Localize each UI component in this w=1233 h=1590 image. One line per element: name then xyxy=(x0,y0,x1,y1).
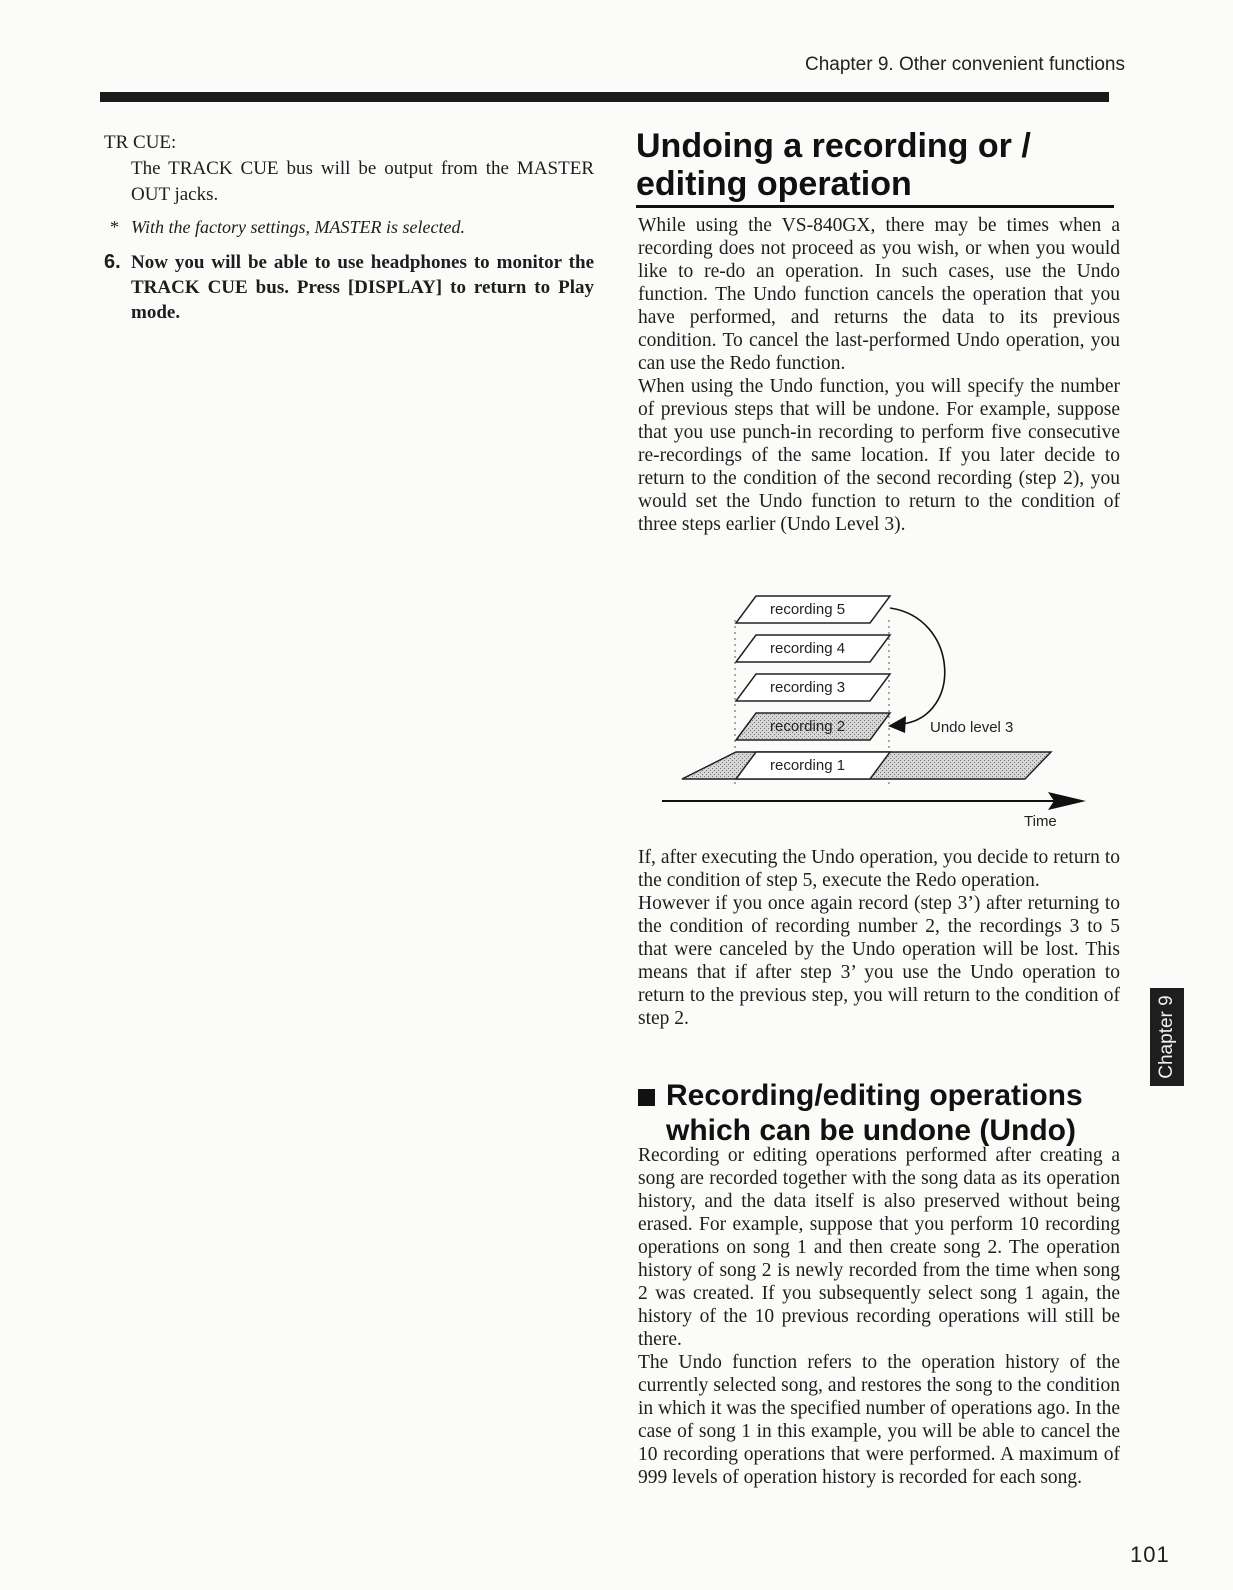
factory-settings-note xyxy=(104,214,594,240)
undo-followup-text xyxy=(638,846,1120,1030)
recording-3-label: recording 3 xyxy=(770,679,846,696)
recording-5-label: recording 5 xyxy=(770,601,846,618)
recording-1-label: recording 1 xyxy=(770,757,846,774)
undo-paragraph-2: When using the Undo function, you will specify the number of previous steps that will be undone. For example, suppose that you use punch-in recording to perform five consecutive re-recordings of the same location. If you later decide to return to the condition of the second recording (step 2), you would set the Undo function to return to the condition of three steps earlier (Undo Level 3). xyxy=(638,376,1120,535)
undo-level-diagram xyxy=(658,590,1098,840)
section-2-paragraph-1: Recording or editing operations performed after creating a song are recorded together with the song data as its operation history, and the data itself is also preserved without being erased. For example, suppose that you perform 10 recording operations on song 1 and then create song 2. The operation history of song 2 is newly recorded from the time when song 2 was created. If you subsequently select song 1 again, the history of the 10 previous recording operations will still be there. xyxy=(638,1145,1120,1350)
undo-paragraph-3: If, after executing the Undo operation, you decide to return to the condition of step 5, execute the Redo operation. xyxy=(638,847,1120,891)
undo-paragraph-1: While using the VS-840GX, there may be times when a recording does not proceed as you wish, or when you would like to re-do an operation. In such cases, use the Undo function. The Undo function cancels the operation that you have performed, and returns the data to its previous condition. To cancel the last-performed Undo operation, you can use the Redo function. xyxy=(638,215,1120,374)
section-heading-block xyxy=(638,1078,1118,1148)
undo-level-label: Undo level 3 xyxy=(930,719,1014,736)
undo-arrowhead xyxy=(888,716,906,733)
chapter-side-tab-label: Chapter 9 xyxy=(1156,995,1177,1079)
section-heading: Recording/editing operations which can be undone (Undo) xyxy=(638,1078,1118,1148)
step-number: 6. xyxy=(104,251,121,273)
tr-cue-label: TR CUE: xyxy=(104,132,177,153)
section-2-text xyxy=(638,1144,1120,1489)
step-text: Now you will be able to use headphones to monitor the TRACK CUE bus. Press [DISPLAY] to return to Play mode. xyxy=(131,252,594,323)
main-heading: Undoing a recording or / editing operation xyxy=(636,127,1031,203)
main-heading-block xyxy=(636,127,1116,203)
section-2-paragraph-2: The Undo function refers to the operation history of the currently selected song, and restores the song to the condition in which it was the specified number of operations ago. In the case of song 1 in this example, you will be able to cancel the 10 recording operations that were performed. A maximum of 999 levels of operation history is recorded for each song. xyxy=(638,1352,1120,1488)
header-rule xyxy=(100,92,1109,102)
recording-4-label: recording 4 xyxy=(770,640,846,657)
page-number: 101 xyxy=(1130,1542,1170,1567)
note-asterisk: * xyxy=(110,217,119,237)
section-square-icon xyxy=(638,1089,655,1106)
left-column xyxy=(104,130,594,325)
heading-rule xyxy=(636,205,1114,208)
undo-intro-text xyxy=(638,214,1120,536)
tr-cue-description: The TRACK CUE bus will be output from the MASTER OUT jacks. xyxy=(131,158,594,205)
note-text: With the factory settings, MASTER is selected. xyxy=(131,217,465,237)
chapter-side-tab xyxy=(1150,988,1184,1086)
undo-paragraph-4: However if you once again record (step 3’) after returning to the condition of recording number 2, the recordings 3 to 5 that were canceled by the Undo operation will be lost. This means that if after step 3’ you use the Undo operation to return to the previous step, you will return to the condition of step 2. xyxy=(638,893,1120,1029)
chapter-header-title: Chapter 9. Other convenient functions xyxy=(804,54,1125,75)
time-label: Time xyxy=(1024,813,1057,830)
undo-curve xyxy=(890,608,945,724)
step-6 xyxy=(104,250,594,325)
recording-2-label: recording 2 xyxy=(770,718,846,735)
